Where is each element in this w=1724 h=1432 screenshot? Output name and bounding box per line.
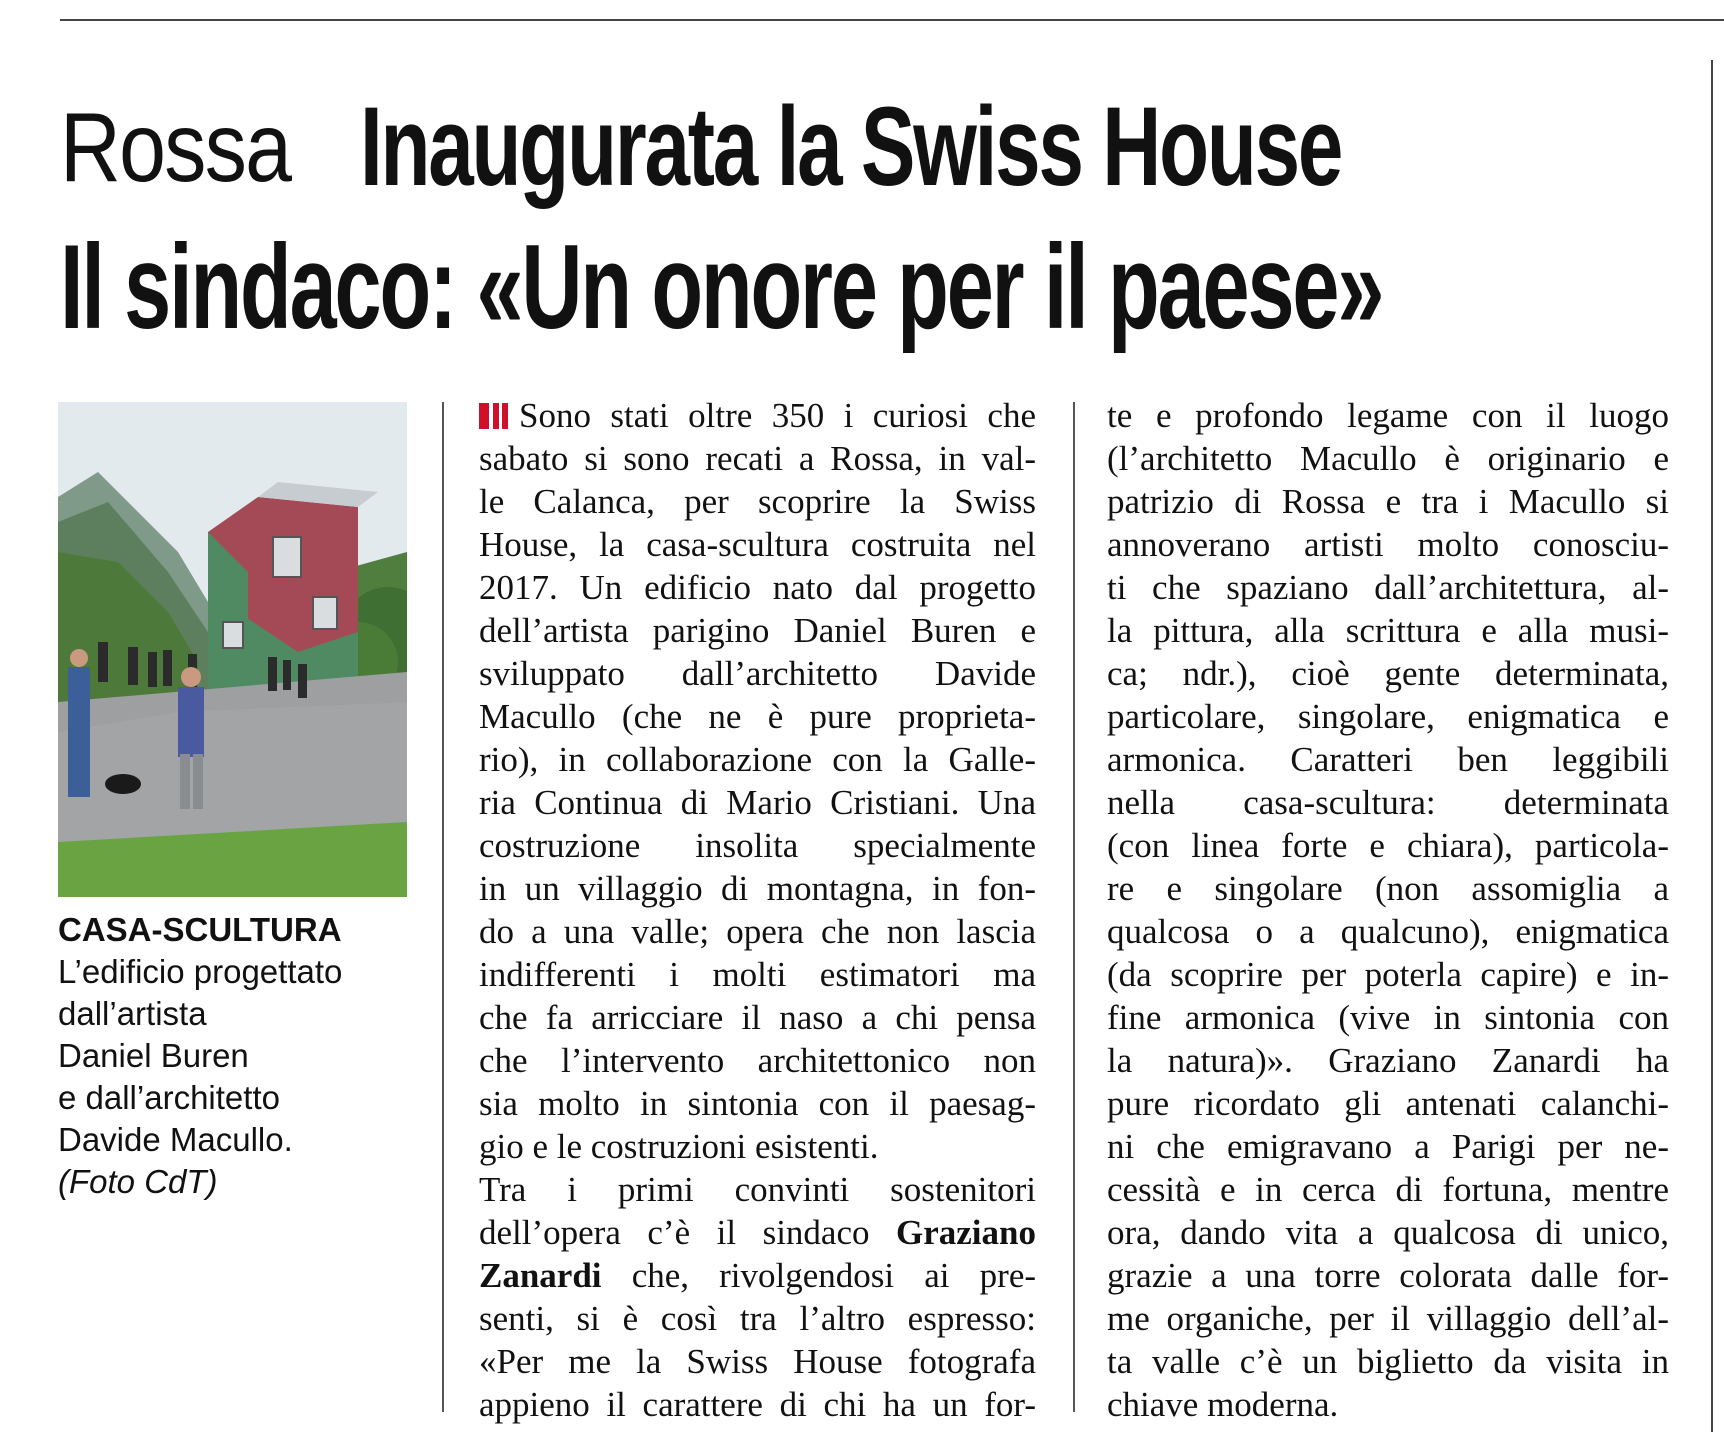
column-rule (442, 402, 444, 1412)
article-line: House, la casa-scultura costruita nel (479, 525, 1036, 564)
person-name: Zanardi (479, 1256, 602, 1295)
photo-illustration (58, 402, 407, 897)
article-line: fine armonica (vive in sintonia con (1107, 998, 1669, 1037)
article-line: ora, dando vita a qualcosa di unico, (1107, 1213, 1669, 1252)
article-line: grazie a una torre colorata dalle for- (1107, 1256, 1669, 1295)
article-line: dell’artista parigino Daniel Buren e (479, 611, 1036, 650)
article-text: che, rivolgendosi ai pre- (631, 1256, 1037, 1295)
article-line: gio e le costruzioni esistenti. (479, 1127, 879, 1166)
article-line: che fa arricciare il naso a chi pensa (479, 998, 1036, 1037)
person-name: Graziano (896, 1213, 1036, 1252)
headline-line-2 (60, 212, 1724, 362)
article-line: nella casa-scultura: determinata (1107, 783, 1669, 822)
caption-line: Davide Macullo. (58, 1121, 293, 1158)
article-text: dell’opera c’è il sindaco (479, 1213, 870, 1252)
article-line (479, 1211, 1036, 1254)
article-line: annoverano artisti molto conosciu- (1107, 525, 1669, 564)
article-line: ta valle c’è un biglietto da visita in (1107, 1342, 1669, 1381)
article-line: indifferenti i molti estimatori ma (479, 955, 1036, 994)
article-line: (con linea forte e chiara), particola- (1107, 826, 1669, 865)
article-line: ca; ndr.), cioè gente determinata, (1107, 654, 1669, 693)
article-line: (l’architetto Macullo è originario e (1107, 439, 1669, 478)
article-line: la natura)». Graziano Zanardi ha (1107, 1041, 1669, 1080)
article-line: 2017. Un edificio nato dal progetto (479, 568, 1036, 607)
article-line: sabato si sono recati a Rossa, in val- (479, 439, 1036, 478)
article-line: senti, si è così tra l’altro espresso: (479, 1299, 1036, 1338)
article-line: me organiche, per il villaggio dell’al- (1107, 1299, 1669, 1338)
article-line: (da scoprire per poterla capire) e in- (1107, 955, 1669, 994)
article-line: qualcosa o a qualcuno), enigmatica (1107, 912, 1669, 951)
article-line: le Calanca, per scoprire la Swiss (479, 482, 1036, 521)
article-line: armonica. Caratteri ben leggibili (1107, 740, 1669, 779)
article-line: cessità e in cerca di fortuna, mentre (1107, 1170, 1669, 1209)
article-line: do a una valle; opera che non lascia (479, 912, 1036, 951)
article-line: pure ricordato gli antenati calanchi- (1107, 1084, 1669, 1123)
column-rule (1073, 402, 1075, 1412)
article-line: te e profondo legame con il luogo (1107, 396, 1669, 435)
photo-credit: (Foto CdT) (58, 1163, 218, 1200)
headline-subtitle: Il sindaco: «Un onore per il paese» (60, 220, 1383, 354)
article-line: Sono stati oltre 350 i curiosi che (479, 394, 1036, 437)
caption-line: L’edificio progettato (58, 953, 343, 990)
article-line: ni che emigravano a Parigi per ne- (1107, 1127, 1669, 1166)
photo-caption (58, 909, 407, 1203)
article-line: particolare, singolare, enigmatica e (1107, 697, 1669, 736)
article-line: in un villaggio di montagna, in fon- (479, 869, 1036, 908)
article-column-2 (1107, 394, 1669, 1426)
article-line: sia molto in sintonia con il paesag- (479, 1084, 1036, 1123)
caption-title: CASA-SCULTURA (58, 911, 342, 948)
caption-line: e dall’architetto (58, 1079, 280, 1116)
section-marker-icon (479, 403, 509, 429)
headline-title: Inaugurata la Swiss House (360, 84, 1342, 209)
article-line: patrizio di Rossa e tra i Macullo si (1107, 482, 1669, 521)
article-photo (58, 402, 407, 897)
article-line: chiave moderna. (1107, 1385, 1339, 1424)
article-line: costruzione insolita specialmente (479, 826, 1036, 865)
article-line: sviluppato dall’architetto Davide (479, 654, 1036, 693)
headline-kicker: Rossa (60, 92, 291, 202)
article-line: Tra i primi convinti sostenitori (479, 1170, 1036, 1209)
caption-line: dall’artista (58, 995, 207, 1032)
caption-line: Daniel Buren (58, 1037, 249, 1074)
article-column-1 (479, 394, 1036, 1426)
article-line: ti che spaziano dall’architettura, al- (1107, 568, 1669, 607)
article-line: re e singolare (non assomiglia a (1107, 869, 1669, 908)
top-rule (60, 19, 1724, 21)
article-line: Macullo (che ne è pure proprieta- (479, 697, 1036, 736)
article-line: «Per me la Swiss House fotografa (479, 1342, 1036, 1381)
article-line: ria Continua di Mario Cristiani. Una (479, 783, 1036, 822)
article-line (479, 1254, 1036, 1297)
article-line: appieno il carattere di chi ha un for- (479, 1385, 1036, 1424)
article-line: la pittura, alla scrittura e alla musi- (1107, 611, 1669, 650)
article-line: rio), in collaborazione con la Galle- (479, 740, 1036, 779)
article-line: che l’intervento architettonico non (479, 1041, 1036, 1080)
